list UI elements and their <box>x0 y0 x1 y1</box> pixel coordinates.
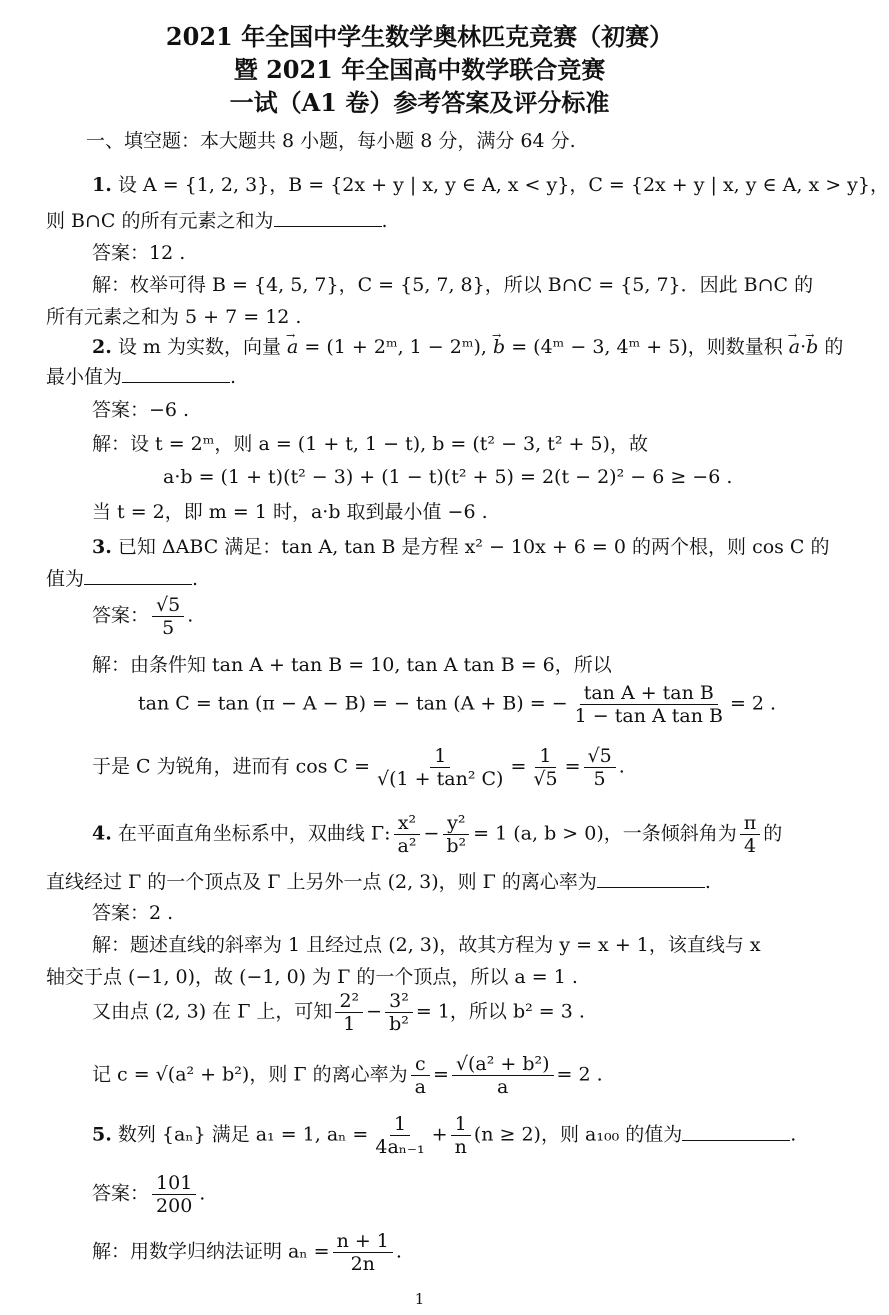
q4-eq1-f1-num: 2² <box>335 990 363 1013</box>
q4-eq2-pre: 记 c = √(a² + b²)，则 Γ 的离心率为 <box>92 1063 408 1086</box>
q2-stem-pre: 设 m 为实数，向量 <box>117 336 288 358</box>
q5-frac-1 <box>371 1113 428 1158</box>
vector-a: → a <box>287 336 298 358</box>
q4-eq1-f1-den: 1 <box>343 1013 356 1035</box>
q4-eq1-fraction-1 <box>335 990 363 1035</box>
q3-stem-text: 已知 ΔABC 满足：tan A, tan B 是方程 x² − 10x + 6 = 0 的两个根，则 cos C 的 <box>117 536 830 558</box>
q1-answer-blank <box>274 208 382 227</box>
q3-eq2-fraction-3 <box>584 745 616 790</box>
q3-eq2-f3-den: 5 <box>593 768 606 790</box>
vector-a-dot: → a <box>789 336 800 358</box>
q3-answer-num: √5 <box>152 594 184 617</box>
q4-stem-cont: 直线经过 Γ 的一个顶点及 Γ 上另外一点 (2, 3)，则 Γ 的离心率为 . <box>46 871 711 893</box>
q5-solution: 解：用数学归纳法证明 aₙ = $\frac{n + 1}{2n}$ . <box>92 1230 402 1275</box>
q4-frac-y <box>442 812 470 857</box>
q2-answer-blank <box>122 364 230 383</box>
q2-solution: 解：设 t = 2ᵐ，则 a = (1 + t, 1 − t), b = (t² − 3, t² + 5)，故 <box>92 433 648 455</box>
q2-stem-post: = (4ᵐ − 3, 4ᵐ + 5)，则数量积 <box>505 336 789 358</box>
q3-answer: 答案： $\frac{√5}{5}$ . <box>92 594 194 639</box>
q3-eq2-f2-num: 1 <box>535 745 555 768</box>
vector-b-dot: → b <box>806 336 818 358</box>
q4-eq2-f1-den: a <box>414 1076 426 1098</box>
q4-eq1-f2-den: b² <box>389 1013 409 1035</box>
q4-frac-x-den: a² <box>397 835 417 857</box>
q5-answer-num: 101 <box>152 1172 196 1195</box>
q3-eq1-den: 1 − tan A tan B <box>574 705 723 727</box>
q3-stem-cont: 值为 . <box>46 568 199 590</box>
q4-eq1-post: = 1，所以 b² = 3 . <box>415 1000 585 1023</box>
q2-answer: 答案：−6 . <box>92 399 190 421</box>
q4-eq1-f2-num: 3² <box>385 990 413 1013</box>
q3-eq2-fraction-1 <box>373 745 507 790</box>
q4-number: 4. <box>92 822 112 845</box>
q2-solution-eq: a·b = (1 + t)(t² − 3) + (1 − t)(t² + 5) = 2(t − 2)² − 6 ≥ −6 . <box>163 466 733 488</box>
q5-solution-pre: 解：用数学归纳法证明 aₙ = <box>92 1240 330 1263</box>
q5-answer-fraction <box>152 1172 196 1217</box>
q5-stem-pre: 数列 {aₙ} 满足 a₁ = 1, aₙ = <box>117 1123 369 1146</box>
q3-stem <box>92 534 830 560</box>
q3-eq2-f1-num: 1 <box>430 745 450 768</box>
q5-answer: 答案： $\frac{101}{200}$ . <box>92 1172 206 1217</box>
q3-solution-eq1 <box>138 682 776 727</box>
q3-eq2-f2-den: √5 <box>533 768 558 790</box>
q4-frac-angle <box>740 812 761 857</box>
q4-stem-mid: = 1 (a, b > 0)，一条倾斜角为 <box>473 822 737 845</box>
q5-answer-label: 答案： <box>92 1182 150 1205</box>
q1-stem-text: 设 A = {1, 2, 3}，B = {2x + y | x, y ∈ A, x < y}，C = {2x + y | x, y ∈ A, x > y}， <box>117 174 889 196</box>
q5-frac-2-den: n <box>454 1136 467 1158</box>
q1-stem <box>92 172 889 198</box>
document-title <box>0 0 839 119</box>
q3-answer-fraction <box>152 594 184 639</box>
q1-number: 1. <box>92 174 112 196</box>
q1-solution-cont: 所有元素之和为 5 + 7 = 12 . <box>46 306 302 328</box>
page-number: 1 <box>414 1290 425 1308</box>
q2-stem: 2. 设 m 为实数，向量 → a = (1 + 2ᵐ, 1 − 2ᵐ), → b = (4ᵐ − 3, 4ᵐ + 5)，则数量积 → a·→ b 的 <box>92 334 843 360</box>
q4-answer-blank <box>597 869 705 888</box>
q4-stem-pre: 在平面直角坐标系中，双曲线 Γ: <box>117 822 391 845</box>
q3-answer-blank <box>84 566 192 585</box>
q3-eq1-fraction <box>571 682 727 727</box>
q5-frac-1-num: 1 <box>390 1113 410 1136</box>
q4-frac-y-den: b² <box>446 835 467 857</box>
q4-frac-angle-num: π <box>740 812 761 835</box>
q5-number: 5. <box>92 1123 112 1146</box>
q3-eq2-f1-den: √(1 + tan² C) <box>377 768 504 790</box>
q2-stem-mid: = (1 + 2ᵐ, 1 − 2ᵐ), <box>298 336 493 358</box>
q3-solution-eq2: 于是 C 为锐角，进而有 cos C = $\frac{1}{\text{√(1 + tan² C)}}$ = $\frac{1}{√5}$ = $\frac{√5}{5}$ . <box>92 745 625 790</box>
q5-frac-2 <box>451 1113 471 1158</box>
q4-answer: 答案：2 . <box>92 902 174 924</box>
q5-solution-num: n + 1 <box>333 1230 393 1253</box>
q3-stem-text-2: 值为 <box>46 568 85 590</box>
q4-solution-cont: 轴交于点 (−1, 0)，故 (−1, 0) 为 Γ 的一个顶点，所以 a = 1 . <box>46 966 578 988</box>
q4-stem-end: 的 <box>763 822 783 845</box>
q1-solution: 解：枚举可得 B = {4, 5, 7}，C = {5, 7, 8}，所以 B∩C = {5, 7}．因此 B∩C 的 <box>92 274 814 296</box>
q5-solution-den: 2n <box>350 1253 375 1275</box>
q3-solution: 解：由条件知 tan A + tan B = 10, tan A tan B = 6，所以 <box>92 654 612 676</box>
q4-stem-text-2: 直线经过 Γ 的一个顶点及 Γ 上另外一点 (2, 3)，则 Γ 的离心率为 <box>46 871 597 893</box>
q3-answer-label: 答案： <box>92 604 150 627</box>
q3-eq1-pre: tan C = tan (π − A − B) = − tan (A + B) = − <box>138 692 568 715</box>
vector-b: → b <box>493 336 505 358</box>
section-heading: 一、填空题：本大题共 8 小题，每小题 8 分，满分 64 分. <box>86 130 576 152</box>
q3-eq2-pre: 于是 C 为锐角，进而有 cos C = <box>92 755 371 778</box>
q4-eq2-f2-num: √(a² + b²) <box>452 1053 554 1076</box>
q4-eq1-fraction-2 <box>385 990 413 1035</box>
q3-eq1-num: tan A + tan B <box>580 682 718 705</box>
q4-eq2-post: = 2 . <box>556 1063 603 1086</box>
q5-solution-fraction <box>333 1230 393 1275</box>
q4-frac-x <box>394 812 421 857</box>
title-line-3: 一试（A1 卷）参考答案及评分标准 <box>229 88 610 117</box>
q4-frac-angle-den: 4 <box>743 835 757 857</box>
q4-stem: 4. 在平面直角坐标系中，双曲线 Γ: $\frac{\text{x²}}{\text{a²}}$ − $\frac{\text{y²}}{\text{b²}}$ = 1 (a, b > 0)，一条倾斜角为 $\frac{\pi}{4}$ 的 <box>92 812 783 857</box>
q3-number: 3. <box>92 536 112 558</box>
q5-stem: 5. 数列 {aₙ} 满足 a₁ = 1, aₙ = $\frac{1}{\text{4aₙ₋₁}}$ + $\frac{1}{n}$ (n ≥ 2)，则 a₁₀₀ 的值为 . <box>92 1113 797 1158</box>
q3-eq2-fraction-2 <box>529 745 561 790</box>
q1-stem-text-2: 则 B∩C 的所有元素之和为 <box>46 210 274 232</box>
q3-eq2-f3-num: √5 <box>584 745 616 768</box>
q2-stem-text-2: 最小值为 <box>46 366 123 388</box>
q5-stem-mid: (n ≥ 2)，则 a₁₀₀ 的值为 <box>473 1123 683 1146</box>
q5-frac-1-den: 4aₙ₋₁ <box>375 1136 425 1158</box>
q4-eq2-f2-den: a <box>497 1076 509 1098</box>
q4-eq2-fraction-1 <box>411 1053 430 1098</box>
q4-solution: 解：题述直线的斜率为 1 且经过点 (2, 3)，故其方程为 y = x + 1，该直线与 x <box>92 934 761 956</box>
q5-frac-2-num: 1 <box>451 1113 471 1136</box>
q3-eq1-post: = 2 . <box>729 692 777 715</box>
q3-answer-den: 5 <box>162 617 175 639</box>
q4-eq2-fraction-2 <box>452 1053 554 1098</box>
q4-solution-eq2: 记 c = √(a² + b²)，则 Γ 的离心率为 $\frac{c}{a}$ = $\frac{\text{√(a² + b²)}}{a}$ = 2 . <box>92 1053 603 1098</box>
q4-eq1-pre: 又由点 (2, 3) 在 Γ 上，可知 <box>92 1000 333 1023</box>
q2-stem-cont: 最小值为 . <box>46 366 237 388</box>
q4-eq2-f1-num: c <box>411 1053 430 1076</box>
q5-answer-den: 200 <box>156 1195 193 1217</box>
q2-number: 2. <box>92 336 112 358</box>
q1-stem-cont: 则 B∩C 的所有元素之和为 . <box>46 210 388 232</box>
q4-frac-y-num: y² <box>443 812 469 835</box>
q4-frac-x-num: x² <box>394 812 420 835</box>
q4-solution-eq1: 又由点 (2, 3) 在 Γ 上，可知 $\frac{\text{2²}}{1}$ − $\frac{\text{3²}}{\text{b²}}$ = 1，所以 b² = 3 . <box>92 990 585 1035</box>
q5-answer-blank <box>682 1122 790 1141</box>
q2-stem-end: 的 <box>818 336 844 358</box>
q1-answer: 答案：12 . <box>92 242 186 264</box>
title-line-2: 暨 2021 年全国高中数学联合竞赛 <box>233 55 606 84</box>
title-line-1: 2021 年全国中学生数学奥林匹克竞赛（初赛） <box>165 22 674 51</box>
q2-solution-end: 当 t = 2，即 m = 1 时，a·b 取到最小值 −6 . <box>92 501 488 523</box>
